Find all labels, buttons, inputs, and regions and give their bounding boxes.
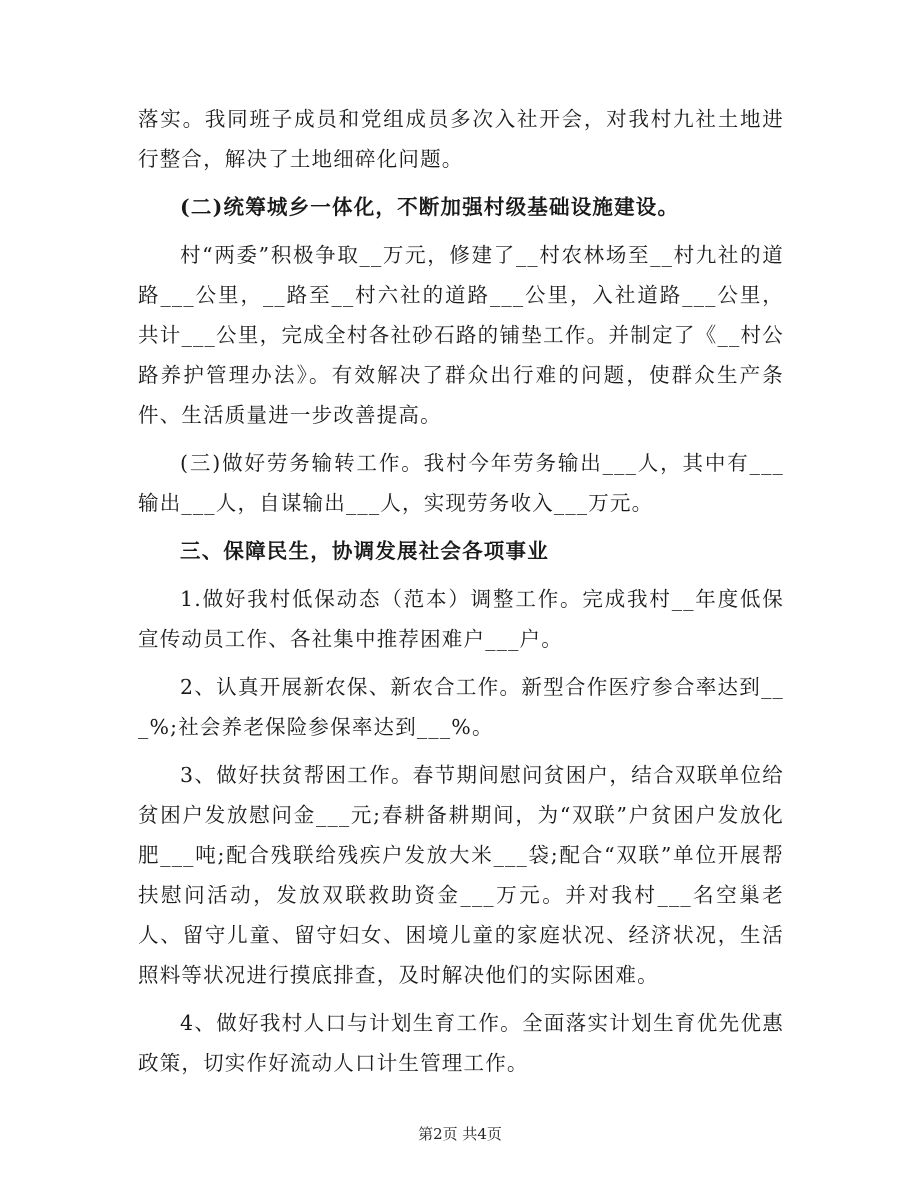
- paragraph-continuation: 落实。我同班子成员和党组成员多次入社开会，对我村九社土地进行整合，解决了土地细碎化问题。: [138, 107, 784, 171]
- document-body: [138, 99, 784, 1091]
- paragraph-insurance: 2、认真开展新农保、新农合工作。新型合作医疗参合率达到___%;社会养老保险参保率达到___%。: [138, 675, 784, 739]
- paragraph-infrastructure: 村“两委”积极争取__万元，修建了__村农林场至__村九社的道路___公里，__路至__村六社的道路___公里，入社道路___公里，共计___公里，完成全村各社砂石路的铺垫工作。并制定了《__村公路养护管理办法》。有效解决了群众出行难的问题，使群众生产条件、生活质量进一步改善提高。: [138, 243, 784, 427]
- paragraph-poverty-relief: 3、做好扶贫帮困工作。春节期间慰问贫困户，结合双联单位给贫困户发放慰问金___元;春耕备耕期间，为“双联”户贫困户发放化肥___吨;配合残联给残疾户发放大米___袋;配合“双联”单位开展帮扶慰问活动，发放双联救助资金___万元。并对我村___名空巢老人、留守儿童、留守妇女、困境儿童的家庭状况、经济状况，生活照料等状况进行摸底排查，及时解决他们的实际困难。: [138, 763, 784, 987]
- paragraph-labor-transfer: (三)做好劳务输转工作。我村今年劳务输出___人，其中有___输出___人，自谋输出___人，实现劳务收入___万元。: [138, 451, 784, 515]
- paragraph-family-planning: 4、做好我村人口与计划生育工作。全面落实计划生育优先优惠政策，切实作好流动人口计生管理工作。: [138, 1011, 784, 1075]
- page-number: 第2页 共4页: [418, 1125, 502, 1143]
- section-heading-three: 三、保障民生，协调发展社会各项事业: [180, 539, 549, 563]
- paragraph-low-income: 1.做好我村低保动态（范本）调整工作。完成我村__年度低保宣传动员工作、各社集中推荐困难户___户。: [138, 587, 784, 651]
- section-heading-two: (二)统筹城乡一体化，不断加强村级基础设施建设。: [180, 195, 680, 219]
